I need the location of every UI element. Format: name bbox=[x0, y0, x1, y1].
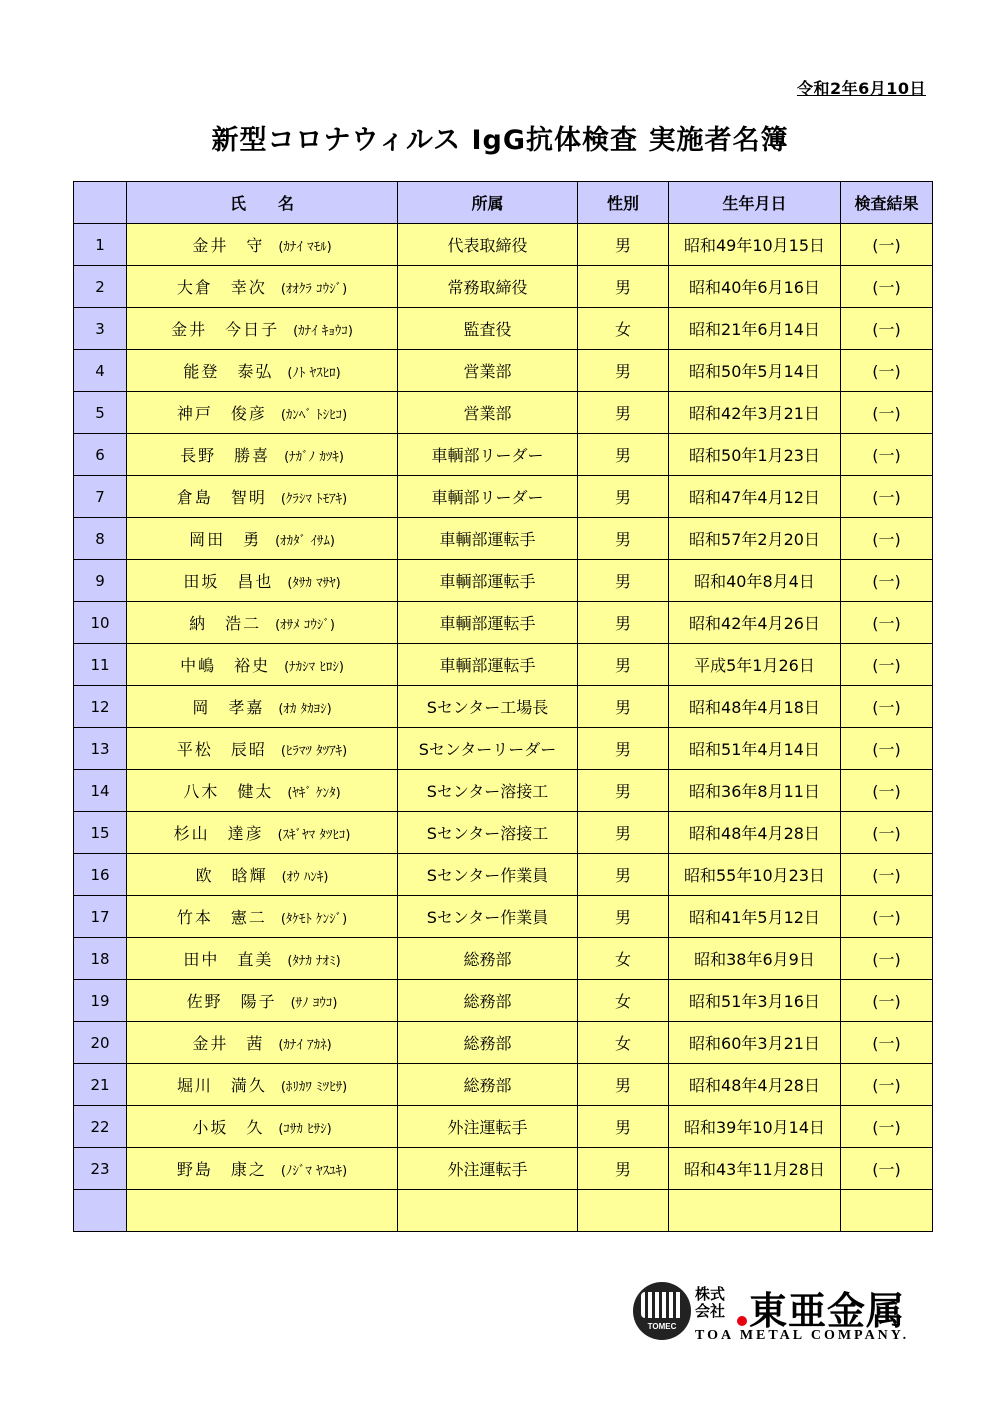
row-number: 16 bbox=[74, 854, 127, 896]
row-dept: 監査役 bbox=[398, 308, 578, 350]
person-kana: (ｵｵｸﾗ ｺｳｼﾞ) bbox=[280, 282, 348, 297]
person-kana: (ﾉﾄ ﾔｽﾋﾛ) bbox=[287, 366, 341, 381]
row-sex: 男 bbox=[578, 518, 669, 560]
person-kana: (ｻﾉ ﾖｳｺ) bbox=[290, 996, 338, 1011]
row-name bbox=[127, 1106, 398, 1148]
row-birth: 昭和48年4月28日 bbox=[669, 1064, 841, 1106]
row-number: 18 bbox=[74, 938, 127, 980]
row-birth: 昭和40年8月4日 bbox=[669, 560, 841, 602]
table-row bbox=[74, 266, 933, 308]
person-kana: (ﾅｶｼﾏ ﾋﾛｼ) bbox=[284, 660, 344, 675]
row-sex: 男 bbox=[578, 224, 669, 266]
row-name bbox=[127, 728, 398, 770]
document-date: 令和2年6月10日 bbox=[796, 79, 926, 98]
empty-cell bbox=[578, 1190, 669, 1232]
row-name bbox=[127, 896, 398, 938]
table-row bbox=[74, 392, 933, 434]
roster-table bbox=[73, 181, 933, 1232]
empty-cell bbox=[669, 1190, 841, 1232]
row-name bbox=[127, 266, 398, 308]
row-dept: Sセンター溶接工 bbox=[398, 812, 578, 854]
row-sex: 男 bbox=[578, 392, 669, 434]
empty-cell bbox=[127, 1190, 398, 1232]
header-result: 検査結果 bbox=[841, 182, 933, 224]
row-birth: 昭和39年10月14日 bbox=[669, 1106, 841, 1148]
row-name bbox=[127, 1148, 398, 1190]
row-birth: 昭和50年1月23日 bbox=[669, 434, 841, 476]
row-sex: 女 bbox=[578, 938, 669, 980]
row-number: 1 bbox=[74, 224, 127, 266]
table-row bbox=[74, 308, 933, 350]
table-row bbox=[74, 224, 933, 266]
row-result: (一) bbox=[841, 560, 933, 602]
person-name: 金井 今日子 bbox=[171, 320, 280, 339]
row-dept: Sセンター工場長 bbox=[398, 686, 578, 728]
row-name bbox=[127, 686, 398, 728]
row-name bbox=[127, 602, 398, 644]
row-sex: 男 bbox=[578, 350, 669, 392]
row-birth: 昭和50年5月14日 bbox=[669, 350, 841, 392]
row-name bbox=[127, 1064, 398, 1106]
row-result: (一) bbox=[841, 770, 933, 812]
person-name: 納 浩二 bbox=[189, 614, 262, 633]
emblem-text: TOMEC bbox=[647, 1322, 677, 1331]
person-kana: (ｽｷﾞﾔﾏ ﾀﾂﾋｺ) bbox=[277, 828, 351, 843]
row-result: (一) bbox=[841, 392, 933, 434]
row-birth: 昭和60年3月21日 bbox=[669, 1022, 841, 1064]
row-birth: 昭和41年5月12日 bbox=[669, 896, 841, 938]
row-name bbox=[127, 980, 398, 1022]
row-dept: 常務取締役 bbox=[398, 266, 578, 308]
row-number: 5 bbox=[74, 392, 127, 434]
row-result: (一) bbox=[841, 476, 933, 518]
row-dept: 総務部 bbox=[398, 938, 578, 980]
row-number: 9 bbox=[74, 560, 127, 602]
person-name: 能登 泰弘 bbox=[183, 362, 274, 381]
page-title: 新型コロナウィルス IgG抗体検査 実施者名簿 bbox=[211, 125, 789, 156]
person-kana: (ｵｶﾀﾞ ｲｻﾑ) bbox=[275, 534, 335, 549]
empty-row bbox=[74, 1190, 933, 1232]
header-sex: 性別 bbox=[578, 182, 669, 224]
row-dept: Sセンター作業員 bbox=[398, 854, 578, 896]
person-kana: (ﾔｷﾞ ｹﾝﾀ) bbox=[287, 786, 341, 801]
row-name bbox=[127, 308, 398, 350]
row-result: (一) bbox=[841, 728, 933, 770]
row-sex: 男 bbox=[578, 1148, 669, 1190]
row-number: 11 bbox=[74, 644, 127, 686]
person-name: 岡田 勇 bbox=[189, 530, 262, 549]
person-name: 大倉 幸次 bbox=[176, 278, 267, 297]
row-result: (一) bbox=[841, 938, 933, 980]
table-row bbox=[74, 1148, 933, 1190]
row-number: 20 bbox=[74, 1022, 127, 1064]
table-row bbox=[74, 1106, 933, 1148]
row-result: (一) bbox=[841, 1106, 933, 1148]
person-name: 金井 守 bbox=[192, 236, 265, 255]
table-row bbox=[74, 686, 933, 728]
row-name bbox=[127, 560, 398, 602]
row-birth: 昭和57年2月20日 bbox=[669, 518, 841, 560]
table-row bbox=[74, 728, 933, 770]
logo-kabushiki: 株式会社 bbox=[695, 1285, 726, 1320]
row-result: (一) bbox=[841, 980, 933, 1022]
row-birth: 昭和42年4月26日 bbox=[669, 602, 841, 644]
table-row bbox=[74, 812, 933, 854]
row-number: 13 bbox=[74, 728, 127, 770]
table-row bbox=[74, 476, 933, 518]
row-birth: 昭和55年10月23日 bbox=[669, 854, 841, 896]
row-sex: 男 bbox=[578, 896, 669, 938]
row-sex: 男 bbox=[578, 476, 669, 518]
row-dept: Sセンター作業員 bbox=[398, 896, 578, 938]
header-no bbox=[74, 182, 127, 224]
row-dept: 車輌部運転手 bbox=[398, 602, 578, 644]
row-sex: 女 bbox=[578, 980, 669, 1022]
person-kana: (ﾅｶﾞﾉ ｶﾂｷ) bbox=[284, 450, 344, 465]
empty-cell bbox=[841, 1190, 933, 1232]
row-number: 8 bbox=[74, 518, 127, 560]
row-birth: 昭和51年3月16日 bbox=[669, 980, 841, 1022]
table-row bbox=[74, 980, 933, 1022]
person-kana: (ﾉｼﾞﾏ ﾔｽﾕｷ) bbox=[280, 1164, 348, 1179]
row-number: 6 bbox=[74, 434, 127, 476]
row-name bbox=[127, 644, 398, 686]
person-name: 堀川 満久 bbox=[176, 1076, 267, 1095]
row-number: 23 bbox=[74, 1148, 127, 1190]
row-name bbox=[127, 770, 398, 812]
row-dept: Sセンターリーダー bbox=[398, 728, 578, 770]
row-birth: 昭和38年6月9日 bbox=[669, 938, 841, 980]
person-name: 小坂 久 bbox=[192, 1118, 265, 1137]
person-kana: (ｸﾗｼﾏ ﾄﾓｱｷ) bbox=[280, 492, 348, 507]
row-dept: 営業部 bbox=[398, 350, 578, 392]
row-dept: 車輌部リーダー bbox=[398, 476, 578, 518]
person-name: 杉山 達彦 bbox=[173, 824, 264, 843]
person-kana: (ｵｳ ﾊﾝｷ) bbox=[281, 870, 329, 885]
person-kana: (ｺｻｶ ﾋｻｼ) bbox=[278, 1122, 332, 1137]
person-name: 佐野 陽子 bbox=[186, 992, 277, 1011]
row-birth: 昭和48年4月18日 bbox=[669, 686, 841, 728]
person-kana: (ｵｶ ﾀｶﾖｼ) bbox=[278, 702, 332, 717]
row-result: (一) bbox=[841, 518, 933, 560]
row-number: 19 bbox=[74, 980, 127, 1022]
row-sex: 男 bbox=[578, 434, 669, 476]
table-row bbox=[74, 434, 933, 476]
row-sex: 男 bbox=[578, 854, 669, 896]
row-number: 2 bbox=[74, 266, 127, 308]
person-kana: (ｵｻﾒ ｺｳｼﾞ) bbox=[275, 618, 335, 633]
row-dept: Sセンター溶接工 bbox=[398, 770, 578, 812]
person-kana: (ｶﾅｲ ﾏﾓﾙ) bbox=[278, 240, 332, 255]
person-kana: (ﾀｹﾓﾄ ｹﾝｼﾞ) bbox=[280, 912, 348, 927]
row-dept: 総務部 bbox=[398, 1064, 578, 1106]
row-sex: 女 bbox=[578, 1022, 669, 1064]
row-dept: 外注運転手 bbox=[398, 1148, 578, 1190]
person-name: 田中 直美 bbox=[183, 950, 274, 969]
person-name: 欧 晗輝 bbox=[195, 866, 268, 885]
table-row bbox=[74, 896, 933, 938]
table-row bbox=[74, 518, 933, 560]
row-number: 12 bbox=[74, 686, 127, 728]
row-result: (一) bbox=[841, 854, 933, 896]
row-name bbox=[127, 812, 398, 854]
row-result: (一) bbox=[841, 602, 933, 644]
person-kana: (ﾀｻｶ ﾏｻﾔ) bbox=[287, 576, 341, 591]
row-result: (一) bbox=[841, 686, 933, 728]
header-dept: 所属 bbox=[398, 182, 578, 224]
row-birth: 昭和36年8月11日 bbox=[669, 770, 841, 812]
row-dept: 代表取締役 bbox=[398, 224, 578, 266]
row-number: 17 bbox=[74, 896, 127, 938]
row-sex: 男 bbox=[578, 560, 669, 602]
row-dept: 車輌部リーダー bbox=[398, 434, 578, 476]
row-dept: 車輌部運転手 bbox=[398, 644, 578, 686]
row-sex: 男 bbox=[578, 686, 669, 728]
row-sex: 女 bbox=[578, 308, 669, 350]
row-sex: 男 bbox=[578, 644, 669, 686]
logo-company-jp: 東亜金属 bbox=[749, 1289, 906, 1333]
row-number: 3 bbox=[74, 308, 127, 350]
row-number: 21 bbox=[74, 1064, 127, 1106]
row-name bbox=[127, 392, 398, 434]
person-name: 岡 孝嘉 bbox=[192, 698, 265, 717]
row-result: (一) bbox=[841, 308, 933, 350]
person-name: 倉島 智明 bbox=[176, 488, 267, 507]
logo-company-en: TOA METAL COMPANY. bbox=[695, 1328, 910, 1343]
row-birth: 昭和51年4月14日 bbox=[669, 728, 841, 770]
row-birth: 昭和40年6月16日 bbox=[669, 266, 841, 308]
row-result: (一) bbox=[841, 896, 933, 938]
row-birth: 昭和21年6月14日 bbox=[669, 308, 841, 350]
row-number: 15 bbox=[74, 812, 127, 854]
person-name: 田坂 昌也 bbox=[183, 572, 274, 591]
row-number: 22 bbox=[74, 1106, 127, 1148]
table-row bbox=[74, 854, 933, 896]
row-result: (一) bbox=[841, 1022, 933, 1064]
row-number: 4 bbox=[74, 350, 127, 392]
header-birth: 生年月日 bbox=[669, 182, 841, 224]
row-dept: 営業部 bbox=[398, 392, 578, 434]
row-sex: 男 bbox=[578, 728, 669, 770]
row-result: (一) bbox=[841, 644, 933, 686]
empty-cell bbox=[74, 1190, 127, 1232]
row-dept: 車輌部運転手 bbox=[398, 518, 578, 560]
row-result: (一) bbox=[841, 266, 933, 308]
table-row bbox=[74, 644, 933, 686]
person-name: 野島 康之 bbox=[176, 1160, 267, 1179]
person-name: 長野 勝喜 bbox=[180, 446, 271, 465]
person-name: 金井 茜 bbox=[192, 1034, 265, 1053]
row-birth: 昭和43年11月28日 bbox=[669, 1148, 841, 1190]
row-name bbox=[127, 518, 398, 560]
row-number: 14 bbox=[74, 770, 127, 812]
person-kana: (ｶﾅｲ ｱｶﾈ) bbox=[278, 1038, 332, 1053]
person-name: 平松 辰昭 bbox=[176, 740, 267, 759]
row-sex: 男 bbox=[578, 1064, 669, 1106]
row-sex: 男 bbox=[578, 812, 669, 854]
person-name: 神戸 俊彦 bbox=[176, 404, 267, 423]
row-dept: 総務部 bbox=[398, 980, 578, 1022]
row-result: (一) bbox=[841, 350, 933, 392]
row-result: (一) bbox=[841, 434, 933, 476]
person-kana: (ｶﾅｲ ｷｮｳｺ) bbox=[293, 324, 353, 339]
company-logo bbox=[633, 1278, 933, 1358]
person-name: 八木 健太 bbox=[183, 782, 274, 801]
header-name: 氏 名 bbox=[127, 182, 398, 224]
row-birth: 平成5年1月26日 bbox=[669, 644, 841, 686]
row-name bbox=[127, 434, 398, 476]
row-result: (一) bbox=[841, 224, 933, 266]
row-dept: 外注運転手 bbox=[398, 1106, 578, 1148]
empty-cell bbox=[398, 1190, 578, 1232]
table-row bbox=[74, 938, 933, 980]
table-row bbox=[74, 560, 933, 602]
row-sex: 男 bbox=[578, 602, 669, 644]
row-sex: 男 bbox=[578, 770, 669, 812]
row-name bbox=[127, 224, 398, 266]
person-name: 中嶋 裕史 bbox=[180, 656, 271, 675]
row-birth: 昭和48年4月28日 bbox=[669, 812, 841, 854]
person-kana: (ﾎﾘｶﾜ ﾐﾂﾋｻ) bbox=[280, 1080, 348, 1095]
row-result: (一) bbox=[841, 1064, 933, 1106]
person-name: 竹本 憲二 bbox=[176, 908, 267, 927]
person-kana: (ﾋﾗﾏﾂ ﾀﾂｱｷ) bbox=[280, 744, 348, 759]
row-number: 10 bbox=[74, 602, 127, 644]
row-dept: 総務部 bbox=[398, 1022, 578, 1064]
row-result: (一) bbox=[841, 1148, 933, 1190]
row-birth: 昭和47年4月12日 bbox=[669, 476, 841, 518]
table-row bbox=[74, 602, 933, 644]
row-birth: 昭和42年3月21日 bbox=[669, 392, 841, 434]
row-name bbox=[127, 350, 398, 392]
row-name bbox=[127, 854, 398, 896]
row-birth: 昭和49年10月15日 bbox=[669, 224, 841, 266]
row-name bbox=[127, 476, 398, 518]
table-row bbox=[74, 350, 933, 392]
table-row bbox=[74, 1022, 933, 1064]
person-kana: (ﾀﾅｶ ﾅｵﾐ) bbox=[287, 954, 341, 969]
person-kana: (ｶﾝﾍﾞ ﾄｼﾋｺ) bbox=[280, 408, 348, 423]
table-row bbox=[74, 770, 933, 812]
roster-body bbox=[74, 224, 933, 1232]
logo-red-dot bbox=[737, 1316, 747, 1326]
tomec-emblem-icon bbox=[633, 1282, 691, 1340]
row-number: 7 bbox=[74, 476, 127, 518]
row-result: (一) bbox=[841, 812, 933, 854]
row-sex: 男 bbox=[578, 1106, 669, 1148]
header-row bbox=[74, 182, 933, 224]
table-row bbox=[74, 1064, 933, 1106]
row-name bbox=[127, 938, 398, 980]
row-dept: 車輌部運転手 bbox=[398, 560, 578, 602]
row-sex: 男 bbox=[578, 266, 669, 308]
row-name bbox=[127, 1022, 398, 1064]
